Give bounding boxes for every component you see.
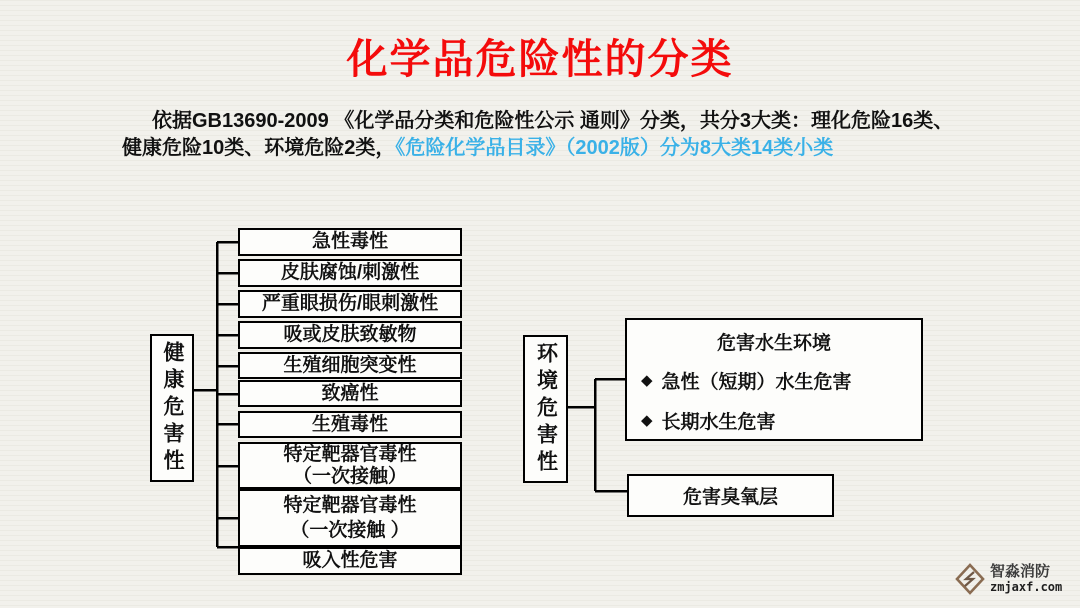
health-item-label: 吸入性危害 [302,550,398,571]
health-item-label: 吸或皮肤致敏物 [283,324,417,345]
health-item-box [238,380,462,407]
watermark [954,562,1062,596]
zhimiao-logo-icon [954,562,986,596]
intro-text-blue: 《危险化学品目录》（2002版）分为8大类14类小类 [395,137,834,159]
health-item-label: 致癌性 [321,382,379,404]
environment-category-label: 环境危害性 [523,335,568,483]
aquatic-bullet-list [641,367,921,434]
page-title: 化学品危险性的分类 [346,36,734,82]
health-item-box [238,442,462,489]
ozone-hazard-box [627,474,834,517]
health-item-label: 特定靶器官毒性 [283,443,417,465]
watermark-brand: 智淼消防 [990,563,1051,581]
health-item-box [238,321,462,349]
diamond-bullet-icon: ◆ [641,412,653,429]
aquatic-hazard-box [625,318,923,441]
health-item-label: 急性毒性 [311,231,388,252]
health-item-label: 特定靶器官毒性 [283,494,417,516]
health-item-box [238,489,462,547]
list-item [641,367,921,394]
aquatic-hazard-title: 危害水生环境 [716,333,831,354]
health-item-label-line2: （一次接触） [292,465,407,487]
health-item-box [238,290,462,318]
bullet-text: 长期水生危害 [661,412,776,433]
diamond-bullet-icon: ◆ [641,372,653,389]
health-item-label: 严重眼损伤/眼刺激性 [261,293,439,314]
health-item-label: 皮肤腐蚀/刺激性 [280,262,420,283]
health-item-box [238,411,462,438]
watermark-site: zmjaxf.com [990,579,1063,594]
watermark-texts [990,564,1062,594]
bullet-text: 急性（短期）水生危害 [661,372,852,393]
health-item-label: 生殖毒性 [311,413,388,435]
list-item [641,407,921,434]
health-item-label: 生殖细胞突变性 [283,354,417,376]
health-category-label: 健康危害性 [150,334,194,482]
ozone-hazard-label: 危害臭氧层 [682,487,778,508]
health-item-box [238,228,462,256]
health-item-box [238,547,462,575]
health-item-label-line2: （一次接触 ） [290,519,410,541]
health-item-box [238,352,462,379]
intro-text-black: 依据GB13690-2009 《化学品分类和危险性公示 通则》分类，共分3大类：理化危险16类、健康危险10类、环境危险2类， [122,110,954,159]
health-item-box [238,259,462,287]
